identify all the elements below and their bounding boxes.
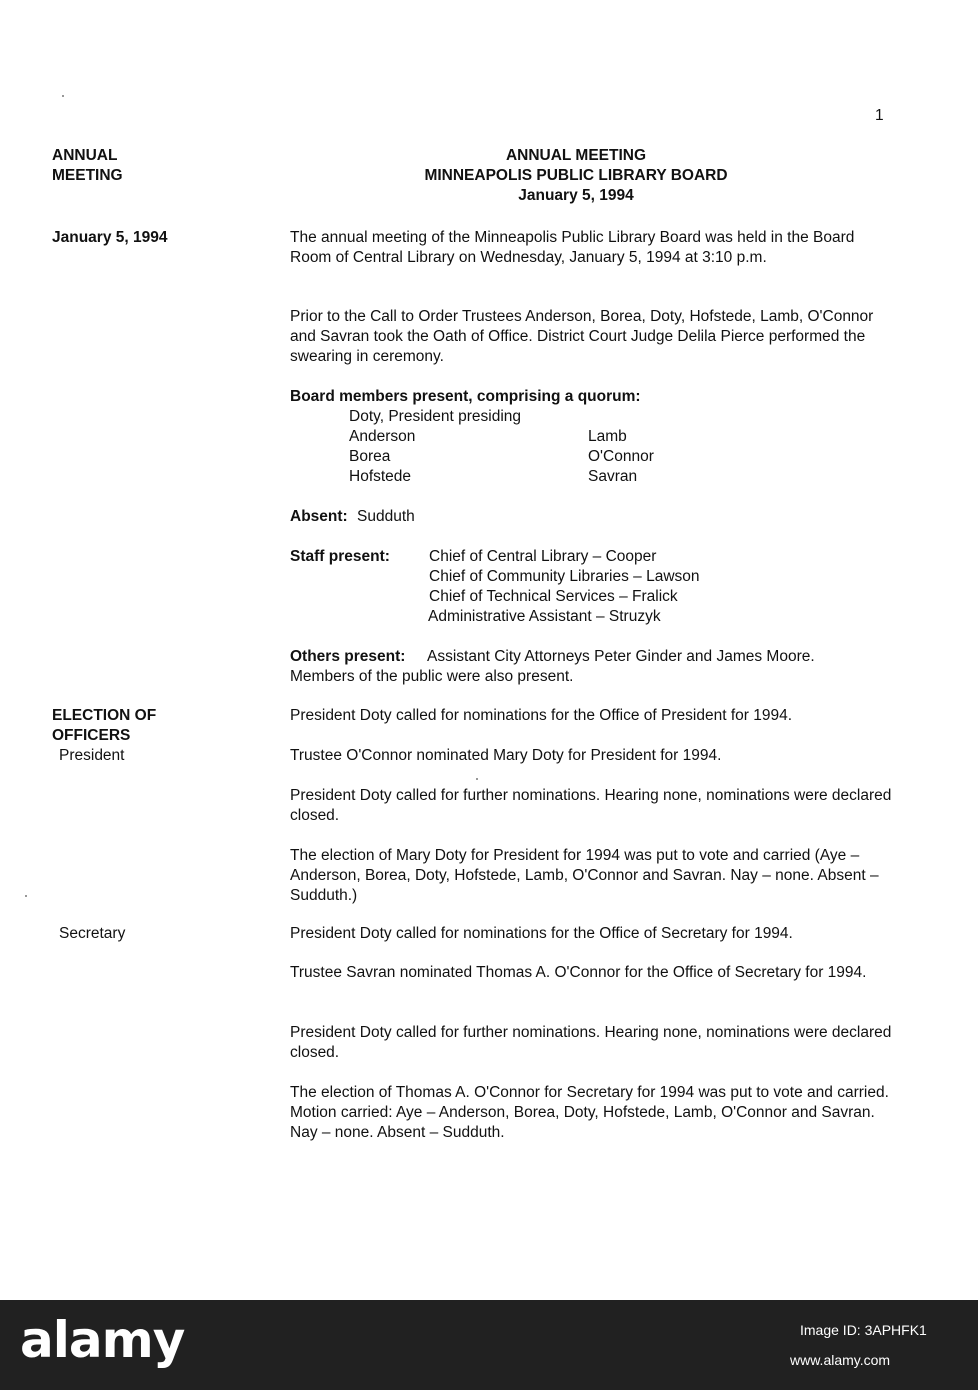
secretary-paragraph-4: The election of Thomas A. O'Connor for Secretary for 1994 was put to vote and carried. Motion carried: Aye – Anderson, Borea, Doty, Hofstede, Lamb, O'Connor and Savran. Nay – none. Absent – Sudduth. <box>290 1084 889 1141</box>
title-line2: MINNEAPOLIS PUBLIC LIBRARY BOARD <box>424 167 728 184</box>
scan-speck <box>25 895 27 897</box>
title-date: January 5, 1994 <box>518 187 634 204</box>
absent-label: Absent: <box>290 508 348 525</box>
title-line1: ANNUAL MEETING <box>505 147 647 164</box>
president-paragraph-3: President Doty called for further nominations. Hearing none, nominations were declared closed. <box>290 787 892 824</box>
staff-line: Administrative Assistant – Struzyk <box>428 608 661 625</box>
absent-value: Sudduth <box>357 508 415 525</box>
margin-heading-line2: MEETING <box>52 167 123 184</box>
staff-label: Staff present: <box>290 548 390 565</box>
board-member: Hofstede <box>349 468 412 485</box>
election-heading-line2: OFFICERS <box>52 727 131 744</box>
scan-speck <box>476 778 478 780</box>
page-number: 1 <box>875 107 884 124</box>
board-member: Lamb <box>588 428 627 445</box>
brand-logo: alamy <box>20 1311 185 1369</box>
secretary-paragraph-1: President Doty called for nominations for the Office of Secretary for 1994. <box>290 925 793 942</box>
president-paragraph-2: Trustee O'Connor nominated Mary Doty for President for 1994. <box>290 747 722 764</box>
board-member: O'Connor <box>588 448 654 465</box>
board-member: Borea <box>349 448 391 465</box>
secretary-paragraph-2: Trustee Savran nominated Thomas A. O'Connor for the Office of Secretary for 1994. <box>290 964 867 981</box>
staff-line: Chief of Central Library – Cooper <box>429 548 657 565</box>
margin-date: January 5, 1994 <box>52 229 168 246</box>
intro-paragraph-2: Prior to the Call to Order Trustees Anderson, Borea, Doty, Hofstede, Lamb, O'Connor and Savran took the Oath of Office. District Court Judge Delila Pierce performed the swearing in ceremony. <box>290 308 874 365</box>
margin-heading-line1: ANNUAL <box>52 147 118 164</box>
others-line1: Assistant City Attorneys Peter Ginder and James Moore. <box>427 648 815 665</box>
president-paragraph-4: The election of Mary Doty for President for 1994 was put to vote and carried (Aye – Anderson, Borea, Doty, Hofstede, Lamb, O'Connor and Savran. Nay – none. Absent – Sudduth.) <box>290 847 879 904</box>
image-id: Image ID: 3APHFK1 <box>800 1322 927 1338</box>
secretary-label: Secretary <box>59 925 126 942</box>
others-label: Others present: <box>290 648 406 665</box>
watermark-bar <box>0 1300 978 1390</box>
board-presiding: Doty, President presiding <box>349 408 522 425</box>
scan-speck <box>62 95 64 97</box>
staff-line: Chief of Community Libraries – Lawson <box>429 568 700 585</box>
president-paragraph-1: President Doty called for nominations for the Office of President for 1994. <box>290 707 793 724</box>
staff-line: Chief of Technical Services – Fralick <box>429 588 678 605</box>
president-label: President <box>59 747 125 764</box>
site-url: www.alamy.com <box>790 1352 891 1368</box>
secretary-paragraph-3: President Doty called for further nominations. Hearing none, nominations were declared closed. <box>290 1024 892 1061</box>
board-heading: Board members present, comprising a quorum: <box>290 388 641 405</box>
intro-paragraph-1: The annual meeting of the Minneapolis Public Library Board was held in the Board Room of Central Library on Wednesday, January 5, 1994 at 3:10 p.m. <box>290 229 855 266</box>
board-member: Savran <box>588 468 638 485</box>
others-line2: Members of the public were also present. <box>290 668 574 685</box>
election-heading-line1: ELECTION OF <box>52 707 157 724</box>
board-member: Anderson <box>349 428 416 445</box>
